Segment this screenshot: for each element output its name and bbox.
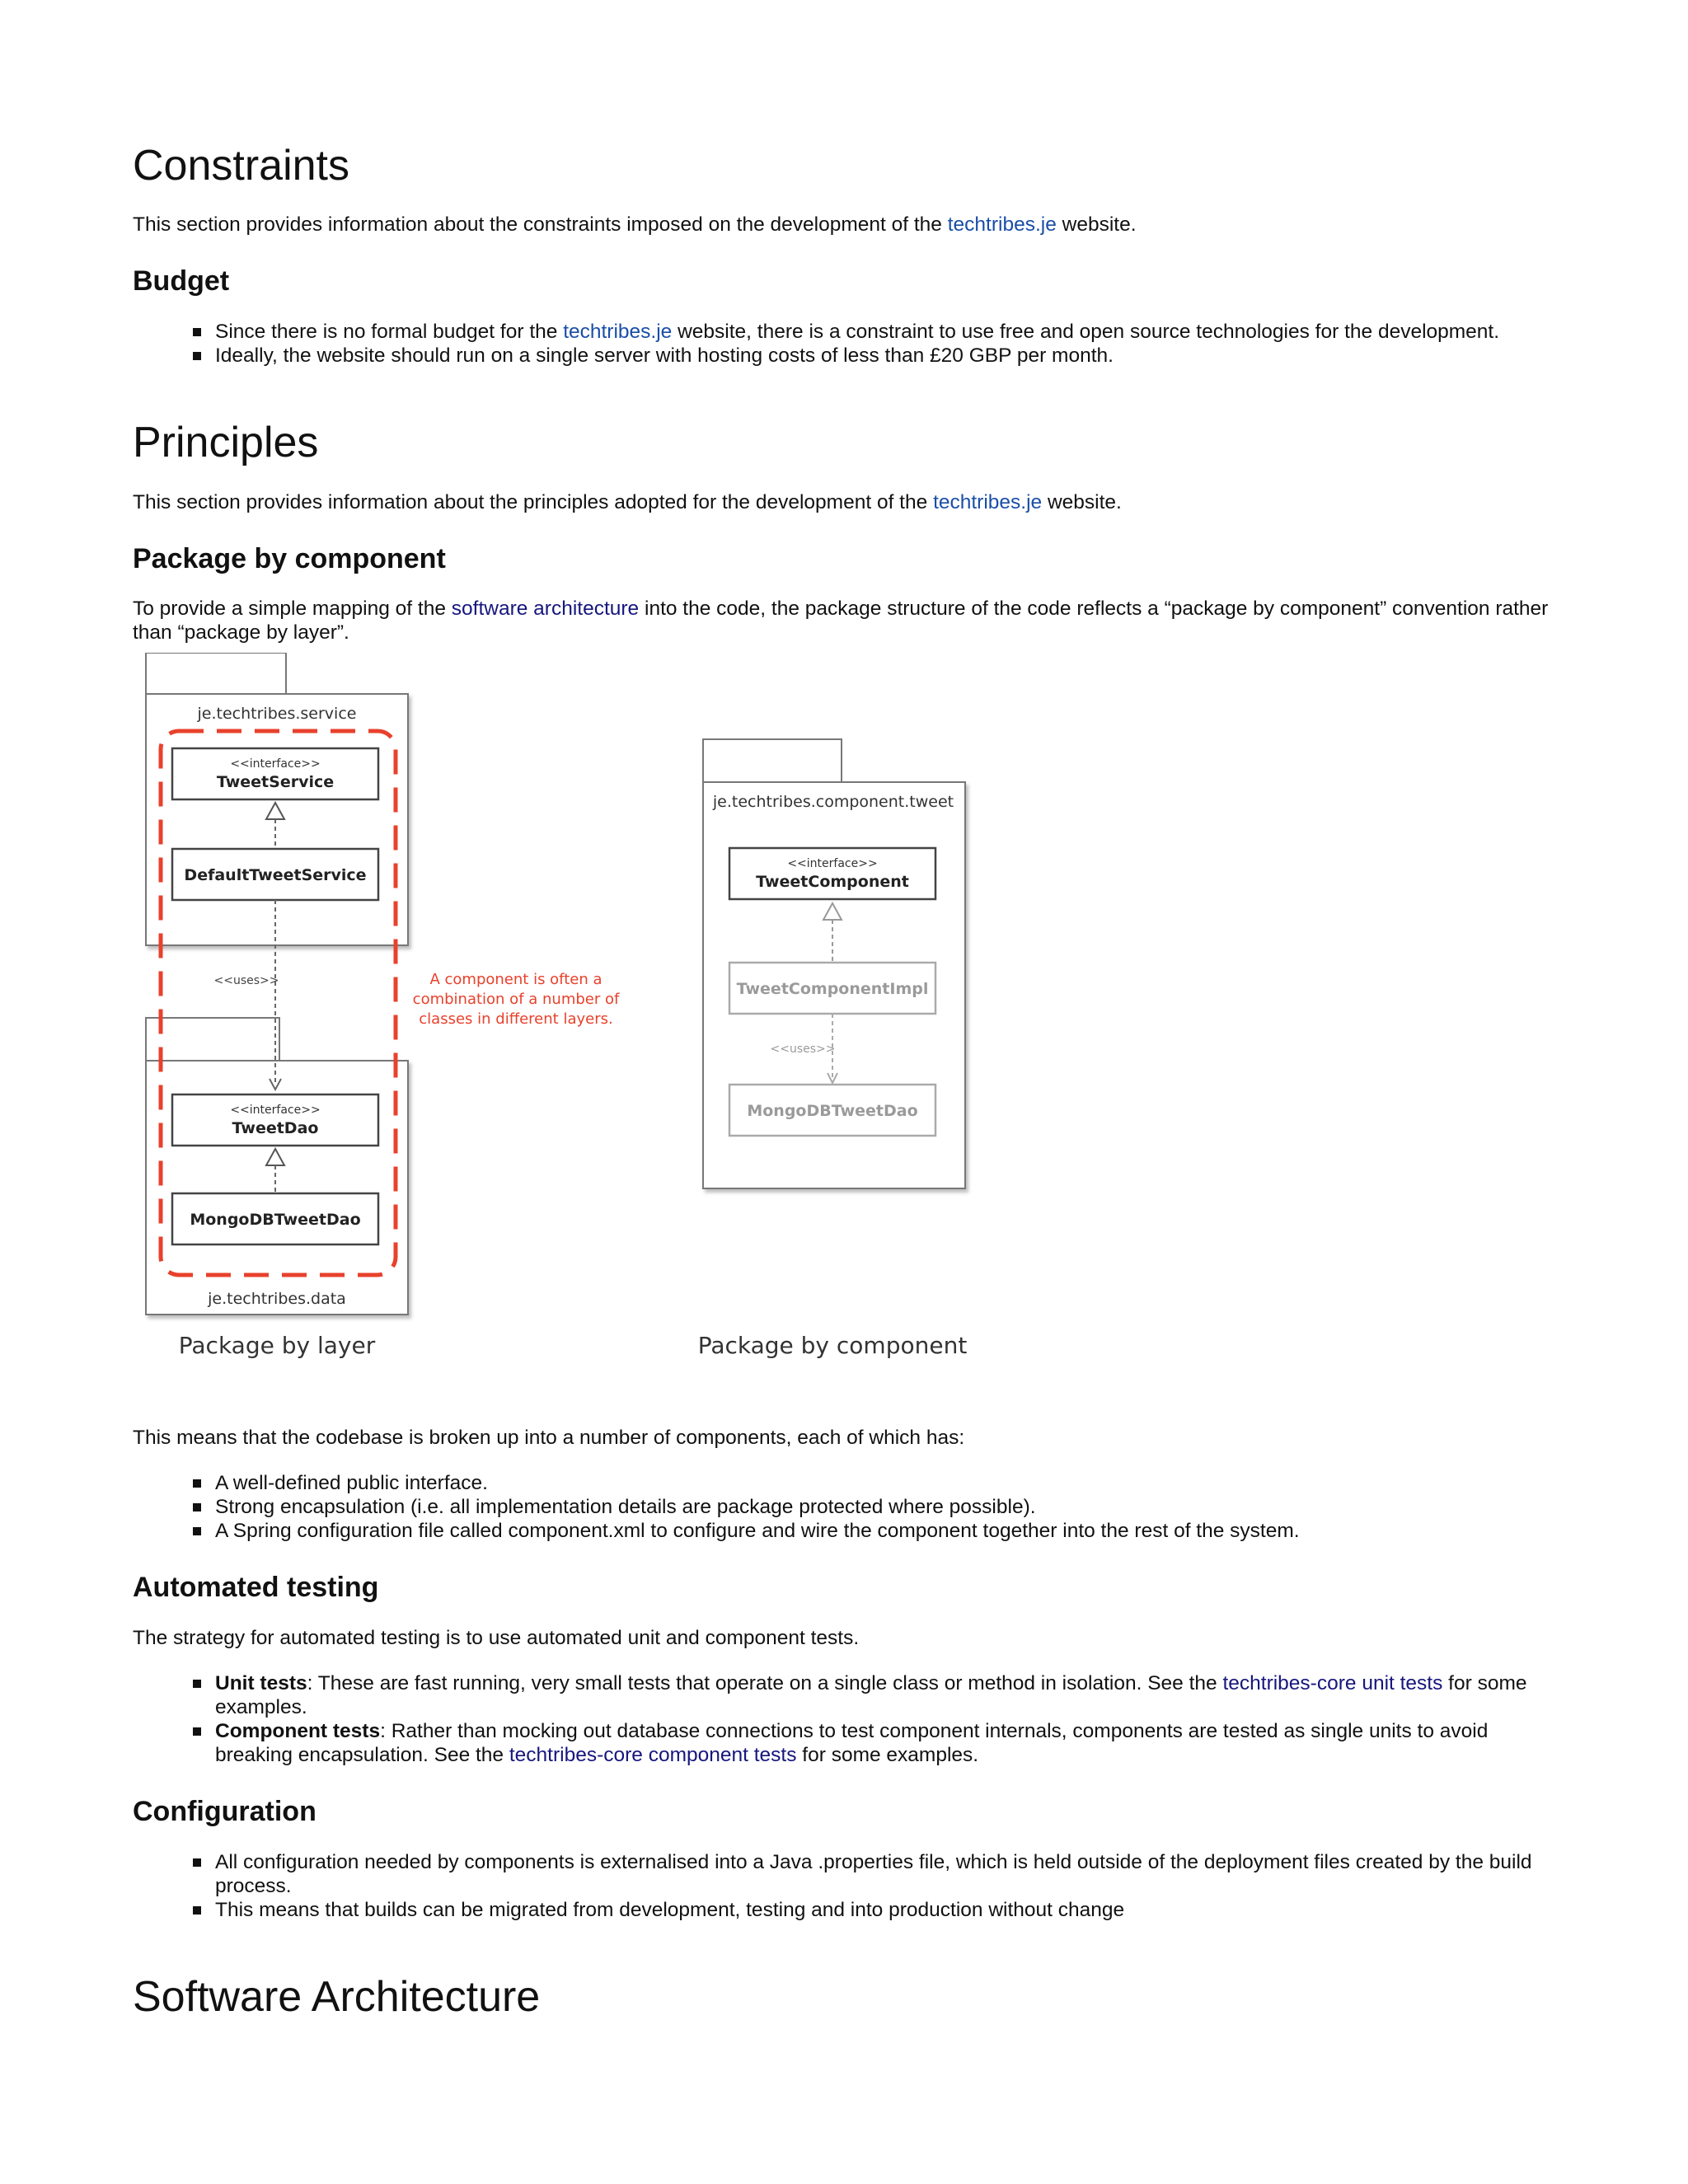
component-note	[413, 971, 620, 1028]
techtribes-link[interactable]: techtribes.je	[933, 490, 1043, 513]
tweet-service-label: TweetService	[216, 773, 335, 792]
list-item: All configuration needed by components is externalised into a Java .properties file, which is held outside of the deployment files created by the build process.	[215, 1850, 1550, 1898]
constraints-intro: This section provides information about the constraints imposed on the development of the techtribes.je website.	[133, 213, 1137, 237]
techtribes-link[interactable]: techtribes.je	[947, 213, 1057, 237]
svg-text:A component is often a: A component is often a	[429, 971, 603, 989]
list-item: A well-defined public interface.	[215, 1471, 1550, 1495]
uses-label: <<uses>>	[770, 1043, 836, 1057]
list-item: This means that builds can be migrated from development, testing and into production without change	[215, 1898, 1550, 1922]
svg-text:combination of a number of: combination of a number of	[412, 991, 620, 1009]
tweet-component-box	[729, 848, 935, 899]
package-by-layer-caption: Package by layer	[178, 1332, 376, 1360]
components-intro: This means that the codebase is broken up into a number of components, each of which has:	[133, 1427, 965, 1450]
configuration-heading: Configuration	[133, 1796, 316, 1828]
package-by-component-paragraph: To provide a simple mapping of the software architecture into the code, the package structure of the code reflects a “package by component” convention rather than “package by layer”.	[133, 598, 1549, 644]
constraints-heading: Constraints	[133, 142, 349, 190]
component-mongo-dao-label: MongoDBTweetDao	[747, 1102, 918, 1121]
component-package-label: je.techtribes.component.tweet	[712, 793, 954, 812]
default-tweet-service-label: DefaultTweetService	[184, 866, 367, 885]
data-package-label: je.techtribes.data	[208, 1290, 346, 1309]
automated-testing-heading: Automated testing	[133, 1572, 379, 1604]
list-item: Unit tests: These are fast running, very small tests that operate on a single class or method in isolation. See the techtribes-core unit tests for some examples.	[215, 1671, 1550, 1719]
component-mongo-dao-box	[729, 1085, 935, 1136]
package-diagram	[133, 653, 1039, 1386]
software-architecture-link[interactable]: software architecture	[451, 598, 640, 621]
package-by-component-heading: Package by component	[133, 542, 446, 574]
component-traits-list	[133, 1471, 1550, 1543]
document-page	[133, 140, 1550, 2022]
service-package-label: je.techtribes.service	[197, 705, 357, 724]
list-item: Component tests: Rather than mocking out database connections to test component internals, components are tested as single units to avoid breaking encapsulation. See the techtribes-core component tests for some examples.	[215, 1719, 1550, 1767]
stereotype-label: <<interface>>	[230, 1104, 321, 1118]
software-architecture-heading: Software Architecture	[133, 1972, 541, 2021]
principles-intro: This section provides information about the principles adopted for the development of the techtribes.je website.	[133, 490, 1122, 513]
package-diagram-svg	[133, 653, 1039, 1386]
tweet-service-box	[172, 748, 378, 799]
budget-list	[133, 320, 1550, 368]
tweet-component-impl-label: TweetComponentImpl	[736, 980, 929, 999]
stereotype-label: <<interface>>	[230, 757, 321, 771]
tweet-dao-label: TweetDao	[232, 1119, 319, 1138]
list-item: Ideally, the website should run on a single server with hosting costs of less than £20 GBP per month.	[215, 344, 1550, 368]
stereotype-label: <<interface>>	[787, 857, 878, 871]
principles-heading: Principles	[133, 419, 319, 467]
testing-list	[133, 1671, 1550, 1767]
mongo-tweet-dao-box	[172, 1193, 378, 1244]
package-by-component-caption: Package by component	[697, 1332, 968, 1360]
component-tests-link[interactable]: techtribes-core component tests	[509, 1744, 797, 1767]
uses-label: <<uses>>	[213, 974, 279, 988]
tweet-component-label: TweetComponent	[756, 873, 909, 892]
budget-heading: Budget	[133, 265, 230, 298]
svg-text:classes in different layers.: classes in different layers.	[419, 1010, 613, 1029]
automated-testing-intro: The strategy for automated testing is to use automated unit and component tests.	[133, 1627, 860, 1650]
list-item: Since there is no formal budget for the techtribes.je website, there is a constraint to use free and open source technologies for the development.	[215, 320, 1550, 344]
list-item: Strong encapsulation (i.e. all implementation details are package protected where possible).	[215, 1495, 1550, 1519]
mongo-tweet-dao-label: MongoDBTweetDao	[190, 1211, 361, 1230]
techtribes-link[interactable]: techtribes.je	[563, 321, 673, 344]
configuration-list	[133, 1850, 1550, 1922]
default-tweet-service-box	[172, 849, 378, 900]
unit-tests-link[interactable]: techtribes-core unit tests	[1222, 1672, 1443, 1695]
tweet-dao-box	[172, 1094, 378, 1146]
tweet-component-impl-box	[729, 963, 935, 1014]
list-item: A Spring configuration file called component.xml to configure and wire the component together into the rest of the system.	[215, 1519, 1550, 1543]
